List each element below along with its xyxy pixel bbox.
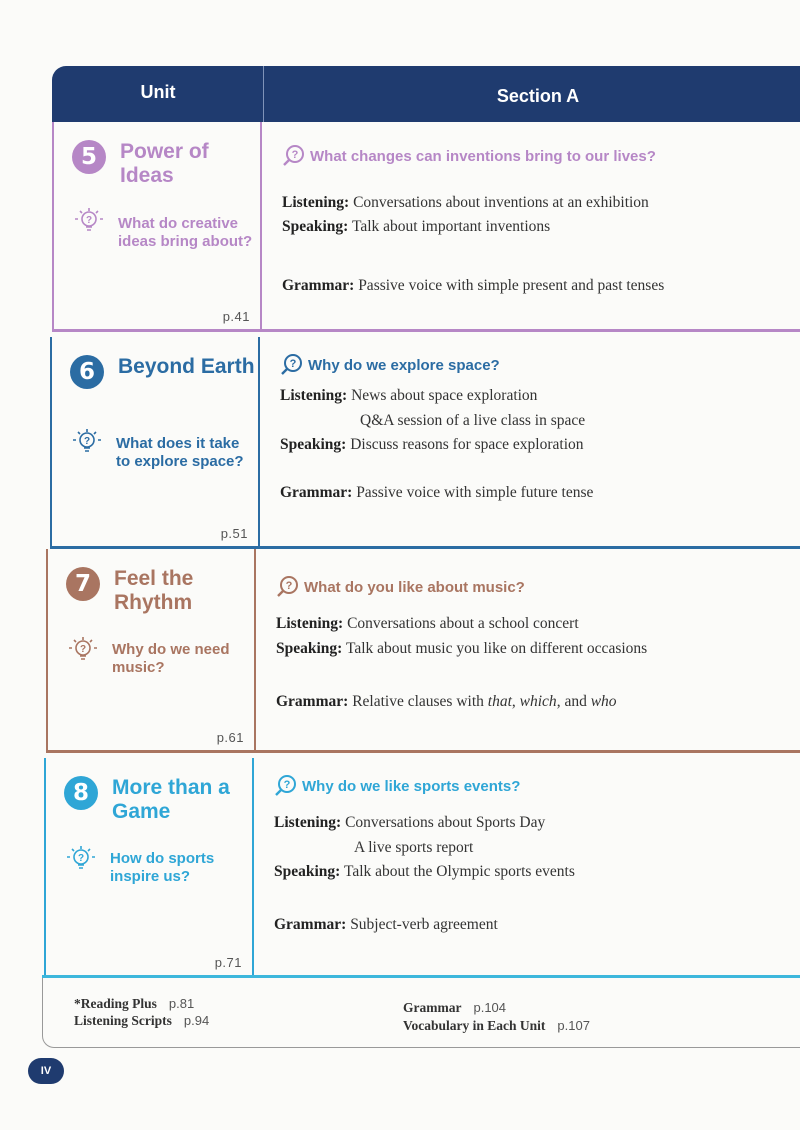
footer-page: p.107	[557, 1018, 590, 1033]
unit-cell	[46, 549, 256, 753]
lightbulb-question-icon	[74, 206, 104, 236]
grammar-text: Relative clauses with	[352, 693, 488, 710]
listening-text: A live sports report	[354, 839, 474, 856]
speaking-text: Talk about music you like on different occasions	[345, 640, 648, 657]
listening-line	[276, 615, 579, 633]
footer-label: Grammar	[403, 1000, 462, 1015]
section-a-cell	[274, 758, 800, 978]
listening-line	[282, 194, 649, 212]
unit-page: p.41	[222, 309, 250, 324]
magnifier-question-icon	[280, 353, 304, 377]
big-question: What does it take to explore space?	[116, 435, 244, 470]
unit-number-badge: 6	[70, 355, 104, 389]
svg-text:?: ?	[283, 779, 291, 791]
row-divider	[52, 329, 800, 332]
grammar-that: that	[487, 693, 512, 710]
speaking-line	[280, 436, 584, 454]
unit-page: p.61	[216, 730, 244, 745]
grammar-label: Grammar:	[282, 277, 355, 294]
magnifier-question-icon	[274, 774, 298, 798]
footer-page: p.94	[183, 1013, 210, 1028]
svg-text:?: ?	[85, 215, 93, 226]
listening-label: Listening:	[282, 194, 350, 211]
unit-number-badge: 7	[66, 567, 100, 601]
speaking-text: Discuss reasons for space exploration	[350, 436, 584, 453]
unit-page: p.71	[214, 955, 242, 970]
svg-text:?: ?	[289, 358, 297, 370]
big-question: What do creative ideas bring about?	[118, 215, 253, 250]
footer-label: Listening Scripts	[74, 1013, 172, 1028]
unit-cell	[50, 337, 260, 549]
section-a-cell	[276, 549, 800, 753]
footer-listening-scripts[interactable]	[74, 1013, 209, 1029]
listening-label: Listening:	[280, 387, 348, 404]
listening-text: News about space exploration	[351, 387, 538, 404]
svg-text:?: ?	[285, 580, 293, 592]
listening-text: Conversations about inventions at an exhibition	[353, 194, 649, 211]
grammar-text: Subject-verb agreement	[350, 916, 498, 933]
speaking-label: Speaking:	[276, 640, 343, 657]
speaking-text: Talk about important inventions	[351, 218, 551, 235]
svg-text:?: ?	[77, 853, 85, 864]
lightbulb-question-icon	[68, 635, 98, 665]
essential-question-text: Why do we explore space?	[308, 356, 500, 374]
unit-number-badge: 8	[64, 776, 98, 810]
speaking-line	[274, 863, 575, 881]
section-a-cell	[280, 337, 800, 549]
table-header	[52, 66, 800, 122]
listening-text: Conversations about Sports Day	[345, 814, 546, 831]
essential-question	[282, 144, 656, 168]
lightbulb-question-icon	[72, 427, 102, 457]
grammar-who: who	[590, 693, 617, 710]
listening-label: Listening:	[274, 814, 342, 831]
speaking-label: Speaking:	[282, 218, 349, 235]
grammar-label: Grammar:	[280, 484, 353, 501]
svg-text:?: ?	[79, 644, 87, 655]
unit-cell	[44, 758, 254, 978]
listening-text: Q&A session of a live class in space	[360, 412, 586, 429]
unit-title: Power of Ideas	[120, 140, 209, 187]
footer-label: Vocabulary in Each Unit	[403, 1018, 546, 1033]
grammar-line	[280, 484, 593, 502]
big-question: How do sports inspire us?	[110, 850, 215, 885]
grammar-which: which	[519, 693, 557, 710]
footer-grammar[interactable]	[403, 1000, 506, 1016]
svg-text:?: ?	[83, 436, 91, 447]
grammar-line	[282, 277, 664, 295]
grammar-text: Passive voice with simple present and past tenses	[358, 277, 665, 294]
unit-cell	[52, 122, 262, 332]
speaking-line	[276, 640, 647, 658]
magnifier-question-icon	[276, 575, 300, 599]
unit-title: More than a Game	[112, 776, 230, 823]
speaking-line	[282, 218, 550, 236]
header-section-a: Section A	[496, 86, 580, 106]
essential-question	[274, 774, 520, 798]
unit-title: Beyond Earth	[118, 355, 255, 378]
unit-page: p.51	[220, 526, 248, 541]
essential-question-text: What do you like about music?	[304, 578, 525, 596]
lightbulb-question-icon	[66, 844, 96, 874]
footer-page: p.81	[168, 996, 195, 1011]
speaking-label: Speaking:	[274, 863, 341, 880]
listening-label: Listening:	[276, 615, 344, 632]
grammar-sep: , and	[556, 693, 591, 710]
listening-line	[280, 387, 537, 405]
speaking-label: Speaking:	[280, 436, 347, 453]
essential-question	[276, 575, 525, 599]
grammar-label: Grammar:	[276, 693, 349, 710]
unit-number-badge: 5	[72, 140, 106, 174]
section-a-cell	[282, 122, 800, 332]
unit-title: Feel the Rhythm	[114, 567, 194, 614]
listening-text: Conversations about a school concert	[347, 615, 579, 632]
svg-text:?: ?	[291, 149, 299, 161]
grammar-line	[276, 693, 617, 711]
footer-reading-plus[interactable]	[74, 996, 194, 1012]
grammar-label: Grammar:	[274, 916, 347, 933]
essential-question-text: What changes can inventions bring to our lives?	[310, 147, 656, 165]
footer-label: *Reading Plus	[74, 996, 157, 1011]
listening-line	[274, 814, 545, 832]
grammar-sep: ,	[511, 693, 520, 710]
grammar-text: Passive voice with simple future tense	[356, 484, 594, 501]
speaking-text: Talk about the Olympic sports events	[343, 863, 575, 880]
row-divider	[46, 750, 800, 753]
footer-vocabulary[interactable]	[403, 1018, 590, 1034]
page-number-badge: IV	[28, 1058, 64, 1084]
listening-line-2	[360, 412, 585, 430]
listening-line-2	[354, 839, 473, 857]
big-question: Why do we need music?	[112, 641, 230, 676]
header-unit: Unit	[140, 82, 176, 102]
essential-question	[280, 353, 500, 377]
magnifier-question-icon	[282, 144, 306, 168]
footer-page: p.104	[473, 1000, 507, 1015]
grammar-line	[274, 916, 498, 934]
essential-question-text: Why do we like sports events?	[302, 777, 521, 795]
